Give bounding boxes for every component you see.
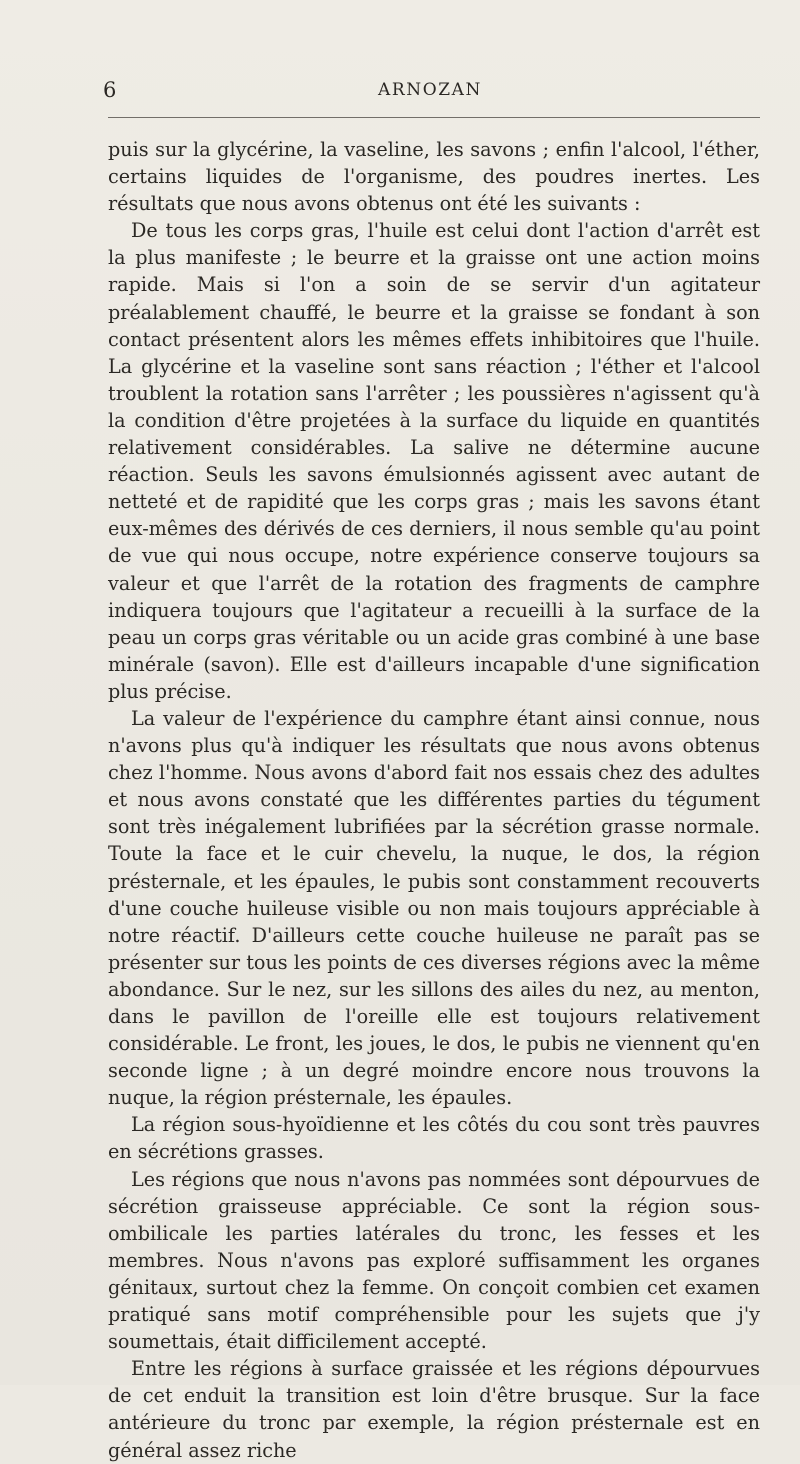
paragraph-transition: Entre les régions à surface graissée et les régions dépourvues de cet enduit la transition est loin d'être brusque. Sur la face antérieure du tronc par exemple, la région présternale est en général assez riche: [108, 1357, 760, 1462]
paragraph-region-sous-hyoidienne: La région sous-hyoïdienne et les côtés du cou sont très pauvres en sécrétions grasses.: [108, 1113, 760, 1164]
page-number: 6: [103, 78, 118, 102]
header-rule: [108, 117, 760, 118]
paragraph-experience-camphre: La valeur de l'expérience du camphre étant ainsi connue, nous n'avons plus qu'à indiquer les résultats que nous avons obtenus chez l'homme. Nous avons d'abord fait nos essais chez des adultes et nous avons constaté que les différentes parties du tégument sont très inégalement lubrifiées par la sécrétion grasse normale. Toute la face et le cuir chevelu, la nuque, le dos, la région présternale, et les épaules, le pubis sont constamment recouverts d'une couche huileuse visible ou non mais toujours appréciable à notre réactif. D'ailleurs cette couche huileuse ne paraît pas se présenter sur tous les points de ces diverses régions avec la même abondance. Sur le nez, sur les sillons des ailes du nez, au menton, dans le pavillon de l'oreille elle est toujours relativement considérable. Le front, les joues, le dos, le pubis ne viennent qu'en seconde ligne ; à un degré moindre encore nous trouvons la nuque, la région présternale, les épaules.: [108, 706, 760, 1110]
running-head: ARNOZAN: [377, 80, 483, 100]
paragraph-continuation: puis sur la glycérine, la vaseline, les savons ; enfin l'alcool, l'éther, certains liquides de l'organisme, des poudres inertes. Les résultats que nous avons obtenus ont été les suivants :: [108, 138, 760, 216]
body-text: [108, 136, 760, 1464]
paragraph-corps-gras: De tous les corps gras, l'huile est celui dont l'action d'arrêt est la plus manifeste ; le beurre et la graisse ont une action moins rapide. Mais si l'on a soin de se servir d'un agitateur préalablement chauffé, le beurre et la graisse se fondant à son contact présentent alors les mêmes effets inhibitoires que l'huile. La glycérine et la vaseline sont sans réaction ; l'éther et l'alcool troublent la rotation sans l'arrêter ; les poussières n'agissent qu'à la condition d'être projetées à la surface du liquide en quantités relativement considérables. La salive ne détermine aucune réaction. Seuls les savons émulsionnés agissent avec autant de netteté et de rapidité que les corps gras ; mais les savons étant eux-mêmes des dérivés de ces derniers, il nous semble qu'au point de vue qui nous occupe, notre expérience conserve toujours sa valeur et que l'arrêt de la rotation des fragments de camphre indiquera toujours que l'agitateur a recueilli à la surface de la peau un corps gras véritable ou un acide gras combiné à une base minérale (savon). Elle est d'ailleurs incapable d'une signification plus précise.: [108, 219, 760, 703]
page-header: [103, 78, 757, 104]
paragraph-regions-non-nommees: Les régions que nous n'avons pas nommées sont dépourvues de sécrétion graisseuse appréciable. Ce sont la région sous-ombilicale les parties latérales du tronc, les fesses et les membres. Nous n'avons pas exploré suffisamment les organes génitaux, surtout chez la femme. On conçoit combien cet examen pratiqué sans motif compréhensible pour les sujets que j'y soumettais, était difficilement accepté.: [108, 1167, 760, 1354]
